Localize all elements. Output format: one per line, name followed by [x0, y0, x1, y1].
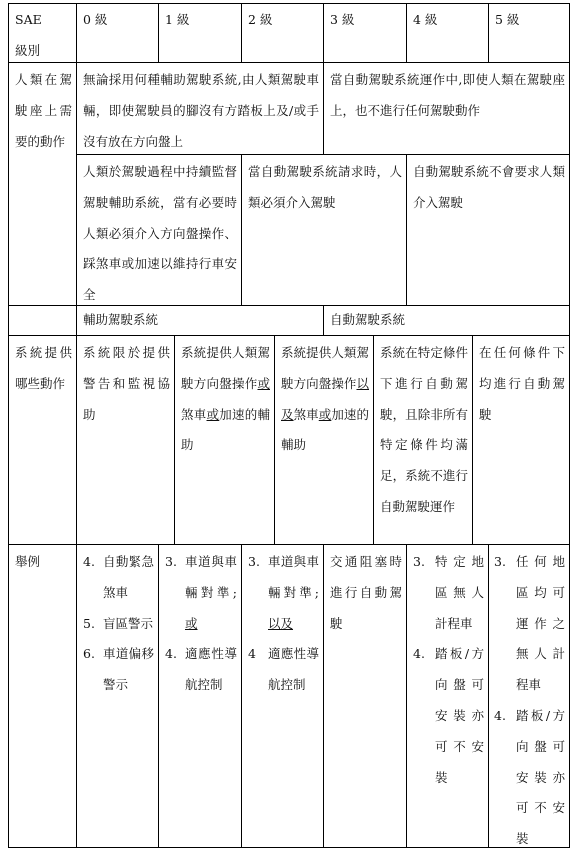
- examples-level-0: [83, 547, 154, 701]
- item-text: 車道偏移警示: [103, 646, 154, 693]
- underlined-and: 以及: [268, 615, 294, 631]
- list-item: [165, 547, 237, 639]
- item-number: 6.: [83, 646, 95, 662]
- rule: [488, 544, 489, 848]
- human-intervene-on-request-text: 當自動駕駛系統請求時，人類必須介入駕駛: [248, 164, 402, 210]
- header-level-4: 4 級: [413, 12, 438, 27]
- text-part: 煞車: [293, 406, 319, 422]
- underlined-or: 或: [318, 406, 332, 422]
- item-text-main: 車道與車輛對準;: [185, 554, 237, 600]
- list-item: [248, 639, 319, 701]
- list-item: [83, 547, 154, 609]
- header-level-1: 1 級: [165, 12, 190, 27]
- rule: [8, 3, 570, 4]
- header-level-3: 3 級: [330, 12, 355, 27]
- system-action-level-2: [274, 338, 373, 461]
- text-part: 系統提供人類駕駛方向盤操作: [181, 345, 270, 391]
- system-action-level-1: [174, 338, 274, 461]
- no-human-action-text: 當自動駕駛系統運作中,即使人類在駕駛座上，也不進行任何駕駛動作: [330, 72, 565, 118]
- list-item: [494, 701, 565, 855]
- item-text: 盲區警示: [103, 615, 154, 631]
- text-part: 煞車: [181, 406, 207, 422]
- item-number: 4.: [494, 707, 506, 723]
- rule: [158, 544, 159, 848]
- list-item: [494, 547, 565, 701]
- category-assist-driving: 輔助駕駛系統: [83, 312, 159, 327]
- header-level-0: 0 級: [83, 12, 108, 27]
- item-text: 適應性導航控制: [268, 646, 319, 693]
- system-action-level-3-4: 系統在特定條件下進行自動駕駛，且除非所有特定條件均滿足，系統不進行自動駕駛運作: [380, 345, 468, 514]
- underlined-or: 或: [257, 375, 270, 391]
- item-text: 踏板/方向盤可安裝亦可不安裝: [516, 707, 565, 847]
- underlined-or: 或: [185, 615, 198, 631]
- human-supervise-text: 人類於駕駛過程中持續監督駕駛輔助系統，當有必要時人類必須介入方向盤操作、踩煞車或加速以維持行車安全: [83, 164, 237, 303]
- item-text: 任何地區均可運作之無人計程車: [516, 554, 565, 693]
- level-text: 級別: [15, 42, 41, 58]
- sae-text: SAE: [15, 12, 42, 27]
- list-item: [83, 609, 154, 640]
- rule: [569, 3, 570, 848]
- list-item: [248, 547, 319, 639]
- text-part: 加速的輔助: [181, 406, 270, 453]
- item-text: 自動緊急煞車: [103, 554, 154, 600]
- rule: [8, 847, 570, 848]
- examples-level-4: [413, 547, 484, 793]
- item-number: 4.: [165, 646, 177, 662]
- list-item: [83, 639, 154, 701]
- category-auto-driving: 自動駕駛系統: [330, 312, 406, 327]
- header-level-5: 5 級: [495, 12, 520, 27]
- text-part: 加速的輔助: [281, 406, 369, 453]
- item-number: 3.: [248, 554, 260, 569]
- item-text: [268, 547, 319, 639]
- rule: [406, 544, 407, 848]
- sae-levels-table: [8, 3, 570, 848]
- item-text: 適應性導航控制: [185, 646, 237, 693]
- human-drives-text: 無論採用何種輔助駕駛系統,由人類駕駛車輛，即使駕駛員的腳沒有方踏板上及/或手沒有放在方向盤上: [83, 72, 319, 149]
- list-item: [413, 639, 484, 793]
- item-text: 踏板/方向盤可安裝亦可不安裝: [435, 646, 484, 785]
- examples-level-1: [165, 547, 237, 701]
- item-text-main: 車道與車輛對準;: [268, 554, 319, 600]
- text-part: 系統提供人類駕駛方向盤操作: [281, 345, 369, 391]
- no-intervention-text: 自動駕駛系統不會要求人類介入駕駛: [413, 164, 565, 210]
- item-number: 4: [248, 646, 256, 662]
- rule: [8, 544, 570, 545]
- row-label-human-actions: 人類在駕駛座上需要的動作: [15, 72, 72, 149]
- item-number: 4.: [413, 646, 425, 662]
- header-sae-label: [8, 5, 76, 67]
- underlined-or: 或: [206, 406, 220, 422]
- system-action-level-0: 系統限於提供警告和監視協助: [83, 345, 170, 422]
- list-item: [165, 639, 237, 701]
- row-label-examples: 舉例: [15, 554, 41, 569]
- rule: [241, 544, 242, 848]
- rule: [8, 62, 570, 63]
- item-number: 3.: [494, 554, 506, 569]
- item-number: 3.: [413, 554, 425, 569]
- underlined-and: 以及: [281, 375, 369, 422]
- examples-level-2: [248, 547, 319, 701]
- examples-level-3: 交通阻塞時進行自動駕駛: [330, 554, 402, 631]
- item-number: 5.: [83, 615, 95, 631]
- list-item: [413, 547, 484, 639]
- item-text: 特定地區無人計程車: [435, 554, 484, 631]
- system-action-level-5: 在任何條件下均進行自動駕駛: [479, 345, 565, 422]
- item-number: 3.: [165, 554, 177, 569]
- examples-level-5: [494, 547, 565, 855]
- row-label-system-actions: 系統提供哪些動作: [15, 345, 72, 391]
- item-text: [185, 547, 237, 639]
- item-number: 4.: [83, 554, 95, 569]
- header-level-2: 2 級: [248, 12, 273, 27]
